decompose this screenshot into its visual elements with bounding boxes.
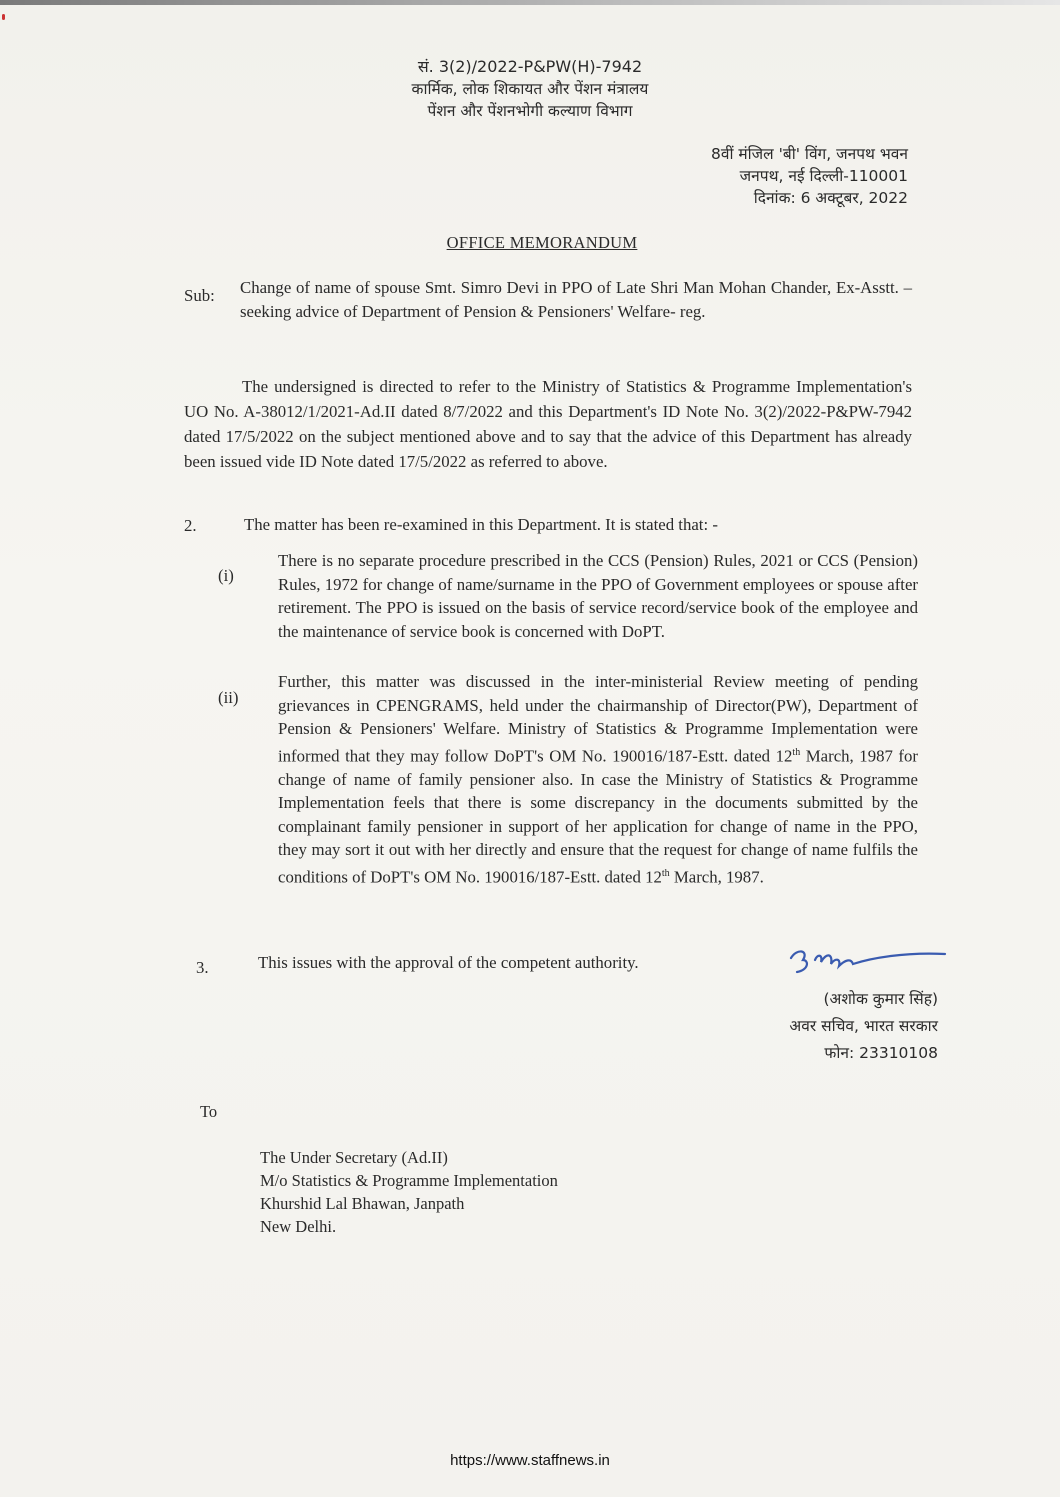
item-i-number: (i) bbox=[218, 566, 234, 585]
addressee-line-1: The Under Secretary (Ad.II) bbox=[260, 1148, 448, 1167]
subject-text: Change of name of spouse Smt. Simro Devi in PPO of Late Shri Man Mohan Chander, Ex-Asstt. – seeking advice of Department of Pension & Pensioners' Welfare- reg. bbox=[240, 278, 912, 321]
signatory-block bbox=[789, 986, 938, 1067]
subject-label: Sub: bbox=[184, 286, 215, 305]
memo-title: OFFICE MEMORANDUM bbox=[446, 233, 638, 252]
file-number: सं. 3(2)/2022-P&PW(H)-7942 bbox=[417, 57, 643, 76]
addressee-block bbox=[260, 1146, 558, 1238]
item-i-text: There is no separate procedure prescribed in the CCS (Pension) Rules, 2021 or CCS (Pension) Rules, 1972 for change of name/surname in the PPO of Government employees or spouse after retirement. The PPO is issued on the basis of service record/service book of the employee and the maintenance of service book is concerned with DoPT. bbox=[278, 551, 918, 641]
paragraph-1: The undersigned is directed to refer to the Ministry of Statistics & Programme Implementation's UO No. A-38012/1/2021-Ad.II dated 8/7/2022 and this Department's ID Note No. 3(2)/2022-P&PW-7942 dated 17/5/2022 on the subject mentioned above and to say that the advice of this Department has already been issued vide ID Note dated 17/5/2022 as referred to above. bbox=[184, 377, 912, 471]
scan-mark bbox=[2, 14, 5, 20]
paragraph-2-text: The matter has been re-examined in this Department. It is stated that: - bbox=[244, 515, 718, 534]
paragraph-2-number: 2. bbox=[184, 516, 197, 535]
signatory-designation: अवर सचिव, भारत सरकार bbox=[789, 1017, 938, 1035]
address-line-2: जनपथ, नई दिल्ली-110001 bbox=[739, 167, 908, 185]
signatory-phone: फोन: 23310108 bbox=[824, 1044, 938, 1062]
memo-date: दिनांक: 6 अक्टूबर, 2022 bbox=[753, 189, 908, 207]
paragraph-3-number: 3. bbox=[196, 958, 209, 977]
item-ii-text: Further, this matter was discussed in the inter-ministerial Review meeting of pending grievances in CPENGRAMS, held under the chairmanship of Director(PW), Department of Pension & Pensioners' Welfare. Ministry of Statistics & Programme Implementation were informed that they may follow DoPT's OM No. 190016/187-Estt. dated 12th March, 1987 for change of name of family pensioner also. In case the Ministry of Statistics & Programme Implementation feels that there is some discrepancy in the documents submitted by the complainant family pensioner in support of her application for change of name in the PPO, they may sort it out with her directly and ensure that the request for change of name fulfils the conditions of DoPT's OM No. 190016/187-Estt. dated 12th March, 1987. bbox=[278, 672, 918, 887]
addressee-line-3: Khurshid Lal Bhawan, Janpath bbox=[260, 1194, 465, 1213]
signatory-name: (अशोक कुमार सिंह) bbox=[823, 990, 938, 1008]
signature-icon bbox=[775, 940, 955, 990]
addressee-line-4: New Delhi. bbox=[260, 1217, 337, 1236]
item-ii-number: (ii) bbox=[218, 688, 239, 707]
addressee-line-2: M/o Statistics & Programme Implementation bbox=[260, 1171, 558, 1190]
address-line-1: 8वीं मंजिल 'बी' विंग, जनपथ भवन bbox=[710, 145, 908, 163]
to-label: To bbox=[200, 1102, 218, 1121]
footer-url[interactable]: https://www.staffnews.in bbox=[450, 1452, 610, 1469]
scan-edge bbox=[0, 0, 1060, 5]
office-address bbox=[711, 143, 908, 209]
paragraph-3-text: This issues with the approval of the competent authority. bbox=[258, 953, 639, 972]
ministry-name: कार्मिक, लोक शिकायत और पेंशन मंत्रालय bbox=[411, 80, 649, 98]
department-name: पेंशन और पेंशनभोगी कल्याण विभाग bbox=[427, 102, 633, 120]
